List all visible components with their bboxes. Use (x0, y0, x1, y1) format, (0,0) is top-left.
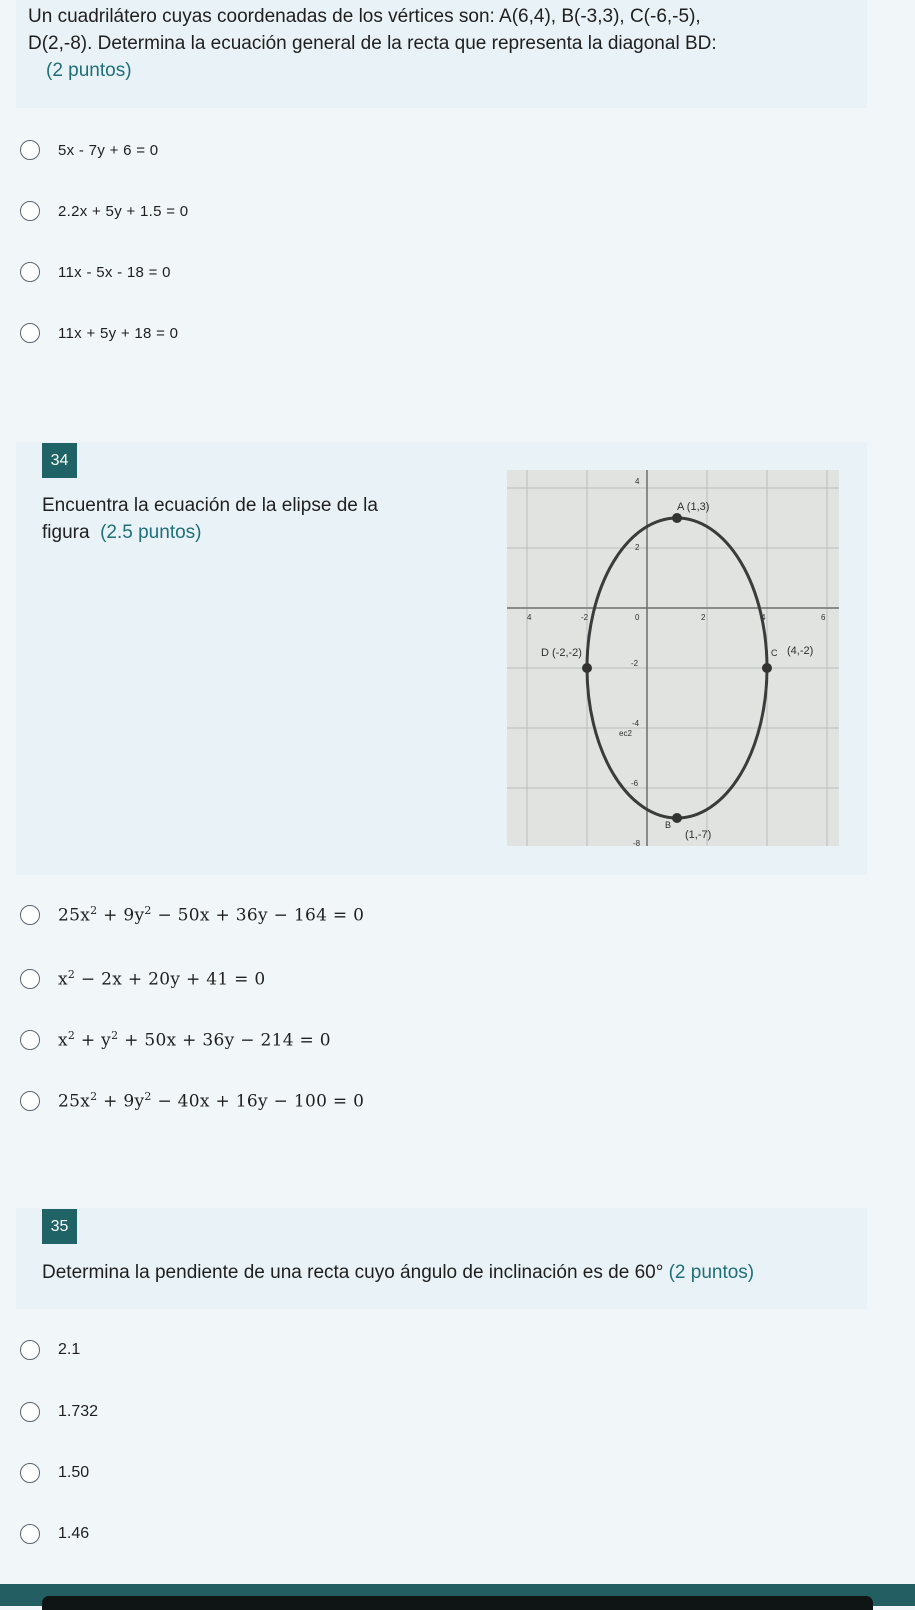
label-x-2: 2 (701, 613, 706, 622)
q33-points: (2 puntos) (46, 60, 132, 81)
option-label: 1.46 (58, 1525, 90, 1542)
option-label: $25x^2 + 9y^2 - 40x + 16y - 100 = 0$ (58, 1090, 365, 1112)
label-x-neg2: -2 (581, 613, 589, 622)
point-b-dot (672, 813, 682, 823)
label-a: A (1,3) (677, 501, 710, 513)
label-c: (4,-2) (787, 645, 814, 657)
radio-button[interactable] (20, 323, 40, 343)
label-y-4: 4 (635, 477, 640, 486)
radio-button[interactable] (20, 1402, 40, 1422)
label-b: (1,-7) (685, 829, 712, 841)
q34-text-line2: figura (42, 522, 90, 543)
option-label: 2.1 (58, 1341, 81, 1358)
option-label: $x^2 + y^2 + 50x + 36y - 214 = 0$ (58, 1029, 331, 1051)
radio-button[interactable] (20, 969, 40, 989)
label-x-0: 0 (635, 613, 640, 622)
radio-button[interactable] (20, 140, 40, 160)
label-y-2: 2 (635, 543, 640, 552)
q34-text-line1: Encuentra la ecuación de la elipse de la (42, 495, 378, 516)
q35-option-1[interactable] (20, 1337, 80, 1363)
option-label: $x^2 - 2x + 20y + 41 = 0$ (58, 968, 266, 990)
bottom-bar (0, 1584, 915, 1606)
q35-option-3[interactable] (20, 1460, 89, 1486)
radio-button[interactable] (20, 262, 40, 282)
q33-text-line2: D(2,-8). Determina la ecuación general de la recta que representa la diagonal BD: (28, 33, 717, 54)
label-y-neg2: -2 (631, 659, 639, 668)
radio-button[interactable] (20, 1524, 40, 1544)
option-label: 2.2x + 5y + 1.5 = 0 (58, 202, 189, 220)
q33-option-2[interactable] (20, 198, 188, 224)
q34-points: (2.5 puntos) (100, 522, 202, 543)
label-d: D (-2,-2) (541, 647, 582, 659)
bottom-bar-inner (42, 1596, 873, 1610)
q33-text-line1: Un cuadrilátero cuyas coordenadas de los vértices son: A(6,4), B(-3,3), C(-6,-5), (28, 6, 701, 27)
q35-option-4[interactable] (20, 1521, 89, 1547)
label-c-letter: C (771, 648, 778, 658)
option-label: 1.50 (58, 1464, 90, 1481)
option-label: $25x^2 + 9y^2 - 50x + 36y - 164 = 0$ (58, 904, 365, 926)
radio-button[interactable] (20, 905, 40, 925)
label-x-4: 4 (761, 613, 766, 622)
label-y-neg8: -8 (633, 839, 641, 846)
question-33-card (16, 0, 867, 108)
q33-option-4[interactable] (20, 320, 178, 346)
option-label: 11x - 5x - 18 = 0 (58, 263, 171, 281)
q35-text: Determina la pendiente de una recta cuyo ángulo de inclinación es de 60° (42, 1262, 664, 1283)
q35-option-2[interactable] (20, 1399, 98, 1425)
label-x-6: 6 (821, 613, 826, 622)
label-x-neg4: 4 (527, 613, 532, 622)
label-y-neg6: -6 (631, 779, 639, 788)
radio-button[interactable] (20, 1340, 40, 1360)
question-number-badge: 34 (42, 443, 77, 478)
point-d-dot (582, 663, 592, 673)
q34-option-1[interactable] (20, 902, 364, 928)
q34-option-2[interactable] (20, 966, 266, 992)
point-c-dot (762, 663, 772, 673)
option-label: 1.732 (58, 1403, 99, 1420)
point-a-dot (672, 513, 682, 523)
q35-points: (2 puntos) (668, 1262, 755, 1283)
label-b-letter: B (665, 820, 672, 830)
q33-option-1[interactable] (20, 137, 158, 163)
label-y-neg4: -4 (632, 719, 640, 728)
ellipse-figure (507, 470, 839, 846)
radio-button[interactable] (20, 1091, 40, 1111)
q33-option-3[interactable] (20, 259, 171, 285)
q34-option-3[interactable] (20, 1027, 331, 1053)
question-number-badge: 35 (42, 1209, 77, 1244)
option-label: 11x + 5y + 18 = 0 (58, 324, 179, 342)
radio-button[interactable] (20, 1030, 40, 1050)
option-label: 5x - 7y + 6 = 0 (58, 141, 159, 159)
radio-button[interactable] (20, 201, 40, 221)
q34-option-4[interactable] (20, 1088, 364, 1114)
label-ec2: ec2 (619, 729, 632, 738)
radio-button[interactable] (20, 1463, 40, 1483)
